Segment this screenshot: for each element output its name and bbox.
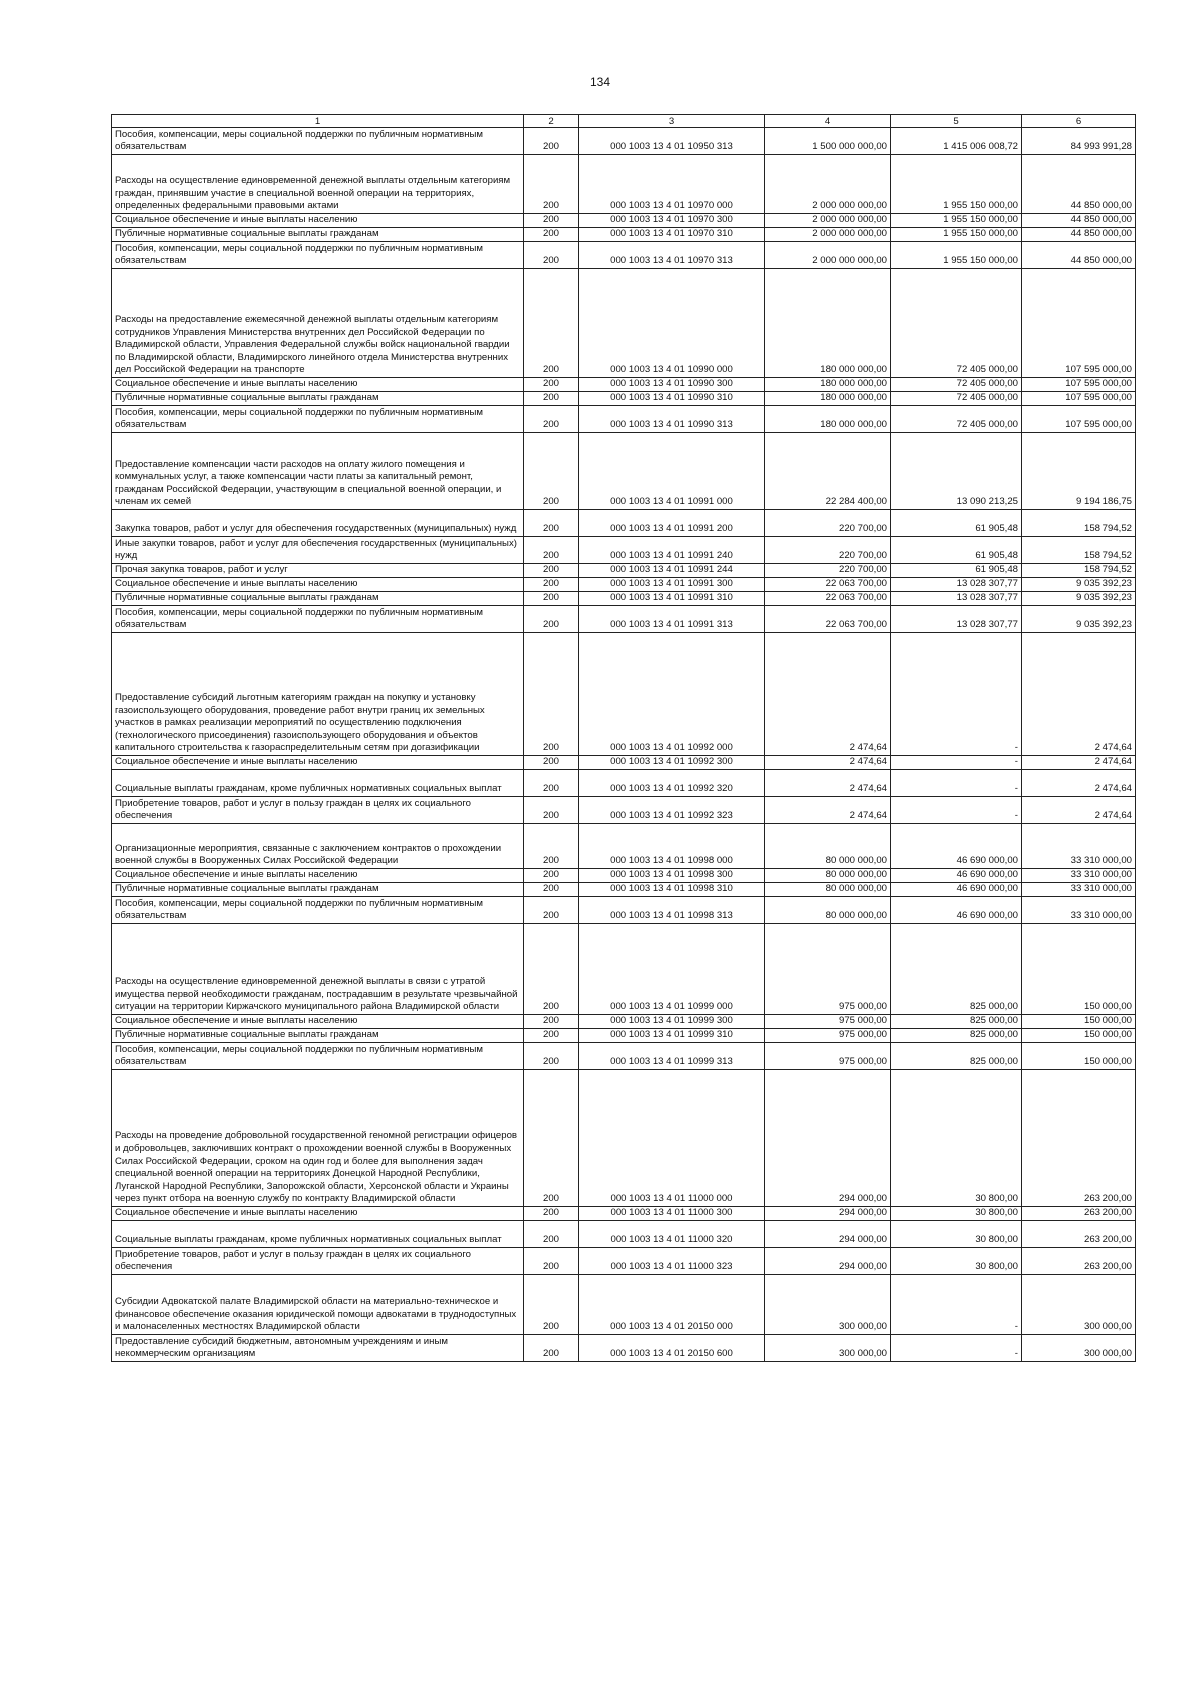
row-remaining-amount: 33 310 000,00 — [1022, 824, 1136, 869]
row-name: Социальные выплаты гражданам, кроме публичных нормативных социальных выплат — [112, 1221, 524, 1248]
table-row — [112, 1029, 1136, 1043]
table-row — [112, 128, 1136, 155]
row-name: Социальное обеспечение и иные выплаты населению — [112, 214, 524, 228]
row-remaining-amount: 263 200,00 — [1022, 1207, 1136, 1221]
row-planned-amount: 180 000 000,00 — [765, 378, 891, 392]
row-admin-code: 200 — [524, 1043, 579, 1070]
row-planned-amount: 300 000,00 — [765, 1275, 891, 1335]
row-name: Публичные нормативные социальные выплаты гражданам — [112, 392, 524, 406]
row-remaining-amount: 33 310 000,00 — [1022, 883, 1136, 897]
row-admin-code: 200 — [524, 1275, 579, 1335]
table-row — [112, 633, 1136, 756]
row-budget-code: 000 1003 13 4 01 10992 323 — [579, 797, 765, 824]
row-admin-code: 200 — [524, 592, 579, 606]
row-budget-code: 000 1003 13 4 01 10970 310 — [579, 228, 765, 242]
row-budget-code: 000 1003 13 4 01 11000 323 — [579, 1248, 765, 1275]
row-name: Публичные нормативные социальные выплаты гражданам — [112, 883, 524, 897]
row-planned-amount: 975 000,00 — [765, 1015, 891, 1029]
row-executed-amount: 1 955 150 000,00 — [891, 214, 1022, 228]
row-admin-code: 200 — [524, 406, 579, 433]
row-planned-amount: 975 000,00 — [765, 1043, 891, 1070]
row-name: Пособия, компенсации, меры социальной поддержки по публичным нормативным обязательствам — [112, 128, 524, 155]
column-header: 1 — [112, 115, 524, 128]
row-executed-amount: 46 690 000,00 — [891, 897, 1022, 924]
row-remaining-amount: 44 850 000,00 — [1022, 214, 1136, 228]
row-budget-code: 000 1003 13 4 01 10991 313 — [579, 606, 765, 633]
table-row — [112, 824, 1136, 869]
row-name: Социальное обеспечение и иные выплаты населению — [112, 578, 524, 592]
row-admin-code: 200 — [524, 433, 579, 510]
row-executed-amount: 30 800,00 — [891, 1207, 1022, 1221]
row-name: Предоставление субсидий бюджетным, автономным учреждениям и иным некоммерческим организациям — [112, 1335, 524, 1362]
table-row — [112, 770, 1136, 797]
row-admin-code: 200 — [524, 606, 579, 633]
row-remaining-amount: 263 200,00 — [1022, 1221, 1136, 1248]
row-admin-code: 200 — [524, 1070, 579, 1207]
row-name: Социальное обеспечение и иные выплаты населению — [112, 869, 524, 883]
row-budget-code: 000 1003 13 4 01 10991 000 — [579, 433, 765, 510]
row-admin-code: 200 — [524, 578, 579, 592]
row-admin-code: 200 — [524, 1207, 579, 1221]
row-admin-code: 200 — [524, 924, 579, 1015]
row-budget-code: 000 1003 13 4 01 20150 600 — [579, 1335, 765, 1362]
row-remaining-amount: 33 310 000,00 — [1022, 897, 1136, 924]
row-executed-amount: 825 000,00 — [891, 1015, 1022, 1029]
table-row — [112, 1335, 1136, 1362]
row-remaining-amount: 84 993 991,28 — [1022, 128, 1136, 155]
row-name: Предоставление субсидий льготным категориям граждан на покупку и установку газоиспользующего оборудования, проведение работ внутри границ их земельных участков в рамках реализации мероприятий по осуществлению подключения (технологического присоединения) газоиспользующего оборудования и объектов капитального строительства к газораспределительным сетям при догазификации — [112, 633, 524, 756]
table-row — [112, 155, 1136, 214]
table-row — [112, 378, 1136, 392]
row-remaining-amount: 44 850 000,00 — [1022, 242, 1136, 269]
row-remaining-amount: 9 194 186,75 — [1022, 433, 1136, 510]
table-row — [112, 1070, 1136, 1207]
row-name: Пособия, компенсации, меры социальной поддержки по публичным нормативным обязательствам — [112, 606, 524, 633]
table-row — [112, 797, 1136, 824]
row-planned-amount: 180 000 000,00 — [765, 406, 891, 433]
row-executed-amount: 825 000,00 — [891, 924, 1022, 1015]
table-row — [112, 1221, 1136, 1248]
table-row — [112, 1043, 1136, 1070]
row-remaining-amount: 2 474,64 — [1022, 633, 1136, 756]
row-planned-amount: 975 000,00 — [765, 924, 891, 1015]
row-name: Расходы на проведение добровольной государственной геномной регистрации офицеров и добровольцев, заключивших контракт о прохождении военной службы в Вооруженных Силах Российской Федерации, сроком на один год и более для выполнения задач специальной военной операции на территориях Донецкой Народной Республики, Луганской Народной Республики, Запорожской области, Херсонской области и Украины через пункт отбора на военную службу по контракту Владимирской области — [112, 1070, 524, 1207]
row-budget-code: 000 1003 13 4 01 10970 313 — [579, 242, 765, 269]
row-name: Приобретение товаров, работ и услуг в пользу граждан в целях их социального обеспечения — [112, 1248, 524, 1275]
table-row — [112, 924, 1136, 1015]
row-executed-amount: 13 090 213,25 — [891, 433, 1022, 510]
row-planned-amount: 22 063 700,00 — [765, 606, 891, 633]
row-remaining-amount: 158 794,52 — [1022, 564, 1136, 578]
row-remaining-amount: 9 035 392,23 — [1022, 592, 1136, 606]
row-planned-amount: 80 000 000,00 — [765, 883, 891, 897]
row-remaining-amount: 263 200,00 — [1022, 1248, 1136, 1275]
row-budget-code: 000 1003 13 4 01 10998 313 — [579, 897, 765, 924]
row-name: Приобретение товаров, работ и услуг в пользу граждан в целях их социального обеспечения — [112, 797, 524, 824]
row-executed-amount: 1 955 150 000,00 — [891, 242, 1022, 269]
row-admin-code: 200 — [524, 128, 579, 155]
row-planned-amount: 22 063 700,00 — [765, 578, 891, 592]
row-admin-code: 200 — [524, 228, 579, 242]
row-admin-code: 200 — [524, 242, 579, 269]
row-admin-code: 200 — [524, 633, 579, 756]
row-admin-code: 200 — [524, 155, 579, 214]
table-row — [112, 883, 1136, 897]
row-planned-amount: 220 700,00 — [765, 510, 891, 537]
table-row — [112, 897, 1136, 924]
row-planned-amount: 2 474,64 — [765, 756, 891, 770]
row-executed-amount: 46 690 000,00 — [891, 883, 1022, 897]
row-admin-code: 200 — [524, 770, 579, 797]
row-executed-amount: 30 800,00 — [891, 1221, 1022, 1248]
row-planned-amount: 220 700,00 — [765, 537, 891, 564]
table-row — [112, 269, 1136, 378]
row-planned-amount: 294 000,00 — [765, 1070, 891, 1207]
row-budget-code: 000 1003 13 4 01 10998 300 — [579, 869, 765, 883]
row-admin-code: 200 — [524, 1335, 579, 1362]
table-row — [112, 578, 1136, 592]
row-name: Расходы на осуществление единовременной денежной выплаты в связи с утратой имущества первой необходимости гражданам, пострадавшим в результате чрезвычайной ситуации на территории Киржачского муниципального района Владимирской области — [112, 924, 524, 1015]
row-remaining-amount: 107 595 000,00 — [1022, 269, 1136, 378]
row-admin-code: 200 — [524, 269, 579, 378]
row-budget-code: 000 1003 13 4 01 10991 240 — [579, 537, 765, 564]
row-admin-code: 200 — [524, 564, 579, 578]
row-admin-code: 200 — [524, 1248, 579, 1275]
row-name: Расходы на предоставление ежемесячной денежной выплаты отдельным категориям сотрудников Управления Министерства внутренних дел Российской Федерации по Владимирской области, Управления Федеральной службы войск национальной гвардии по Владимирской области, Владимирского линейного отдела Министерства внутренних дел Российской Федерации на транспорте — [112, 269, 524, 378]
row-budget-code: 000 1003 13 4 01 10998 000 — [579, 824, 765, 869]
row-remaining-amount: 2 474,64 — [1022, 756, 1136, 770]
row-budget-code: 000 1003 13 4 01 10991 300 — [579, 578, 765, 592]
row-executed-amount: 61 905,48 — [891, 510, 1022, 537]
table-row — [112, 510, 1136, 537]
table-row — [112, 406, 1136, 433]
row-budget-code: 000 1003 13 4 01 10990 310 — [579, 392, 765, 406]
row-budget-code: 000 1003 13 4 01 10950 313 — [579, 128, 765, 155]
column-header: 5 — [891, 115, 1022, 128]
row-admin-code: 200 — [524, 1015, 579, 1029]
row-planned-amount: 80 000 000,00 — [765, 869, 891, 883]
table-row — [112, 537, 1136, 564]
column-header: 2 — [524, 115, 579, 128]
row-executed-amount: 61 905,48 — [891, 537, 1022, 564]
row-budget-code: 000 1003 13 4 01 10970 300 — [579, 214, 765, 228]
table-row — [112, 564, 1136, 578]
row-executed-amount: 825 000,00 — [891, 1043, 1022, 1070]
table-body — [112, 128, 1136, 1362]
row-executed-amount: 46 690 000,00 — [891, 869, 1022, 883]
column-header: 3 — [579, 115, 765, 128]
row-executed-amount: 825 000,00 — [891, 1029, 1022, 1043]
row-executed-amount: - — [891, 1275, 1022, 1335]
row-executed-amount: 30 800,00 — [891, 1248, 1022, 1275]
row-remaining-amount: 107 595 000,00 — [1022, 406, 1136, 433]
row-budget-code: 000 1003 13 4 01 11000 320 — [579, 1221, 765, 1248]
row-executed-amount: 72 405 000,00 — [891, 406, 1022, 433]
row-admin-code: 200 — [524, 756, 579, 770]
row-planned-amount: 2 474,64 — [765, 797, 891, 824]
row-admin-code: 200 — [524, 214, 579, 228]
row-admin-code: 200 — [524, 1221, 579, 1248]
row-budget-code: 000 1003 13 4 01 10990 313 — [579, 406, 765, 433]
row-admin-code: 200 — [524, 378, 579, 392]
row-name: Субсидии Адвокатской палате Владимирской области на материально-техническое и финансовое обеспечение оказания юридической помощи адвокатами в труднодоступных и малонаселенных местностях Владимирской области — [112, 1275, 524, 1335]
row-planned-amount: 22 284 400,00 — [765, 433, 891, 510]
row-budget-code: 000 1003 13 4 01 20150 000 — [579, 1275, 765, 1335]
row-name: Социальное обеспечение и иные выплаты населению — [112, 756, 524, 770]
table-row — [112, 214, 1136, 228]
row-planned-amount: 220 700,00 — [765, 564, 891, 578]
row-name: Иные закупки товаров, работ и услуг для обеспечения государственных (муниципальных) нужд — [112, 537, 524, 564]
row-name: Социальное обеспечение и иные выплаты населению — [112, 1207, 524, 1221]
table-row — [112, 392, 1136, 406]
row-planned-amount: 22 063 700,00 — [765, 592, 891, 606]
row-name: Организационные мероприятия, связанные с заключением контрактов о прохождении военной службы в Вооруженных Силах Российской Федерации — [112, 824, 524, 869]
budget-table — [111, 114, 1136, 1362]
row-executed-amount: 1 415 006 008,72 — [891, 128, 1022, 155]
table-row — [112, 433, 1136, 510]
row-budget-code: 000 1003 13 4 01 10991 244 — [579, 564, 765, 578]
row-name: Расходы на осуществление единовременной денежной выплаты отдельным категориям граждан, принявшим участие в специальной военной операции на территориях, определенных федеральными правовыми актами — [112, 155, 524, 214]
row-budget-code: 000 1003 13 4 01 10998 310 — [579, 883, 765, 897]
row-name: Социальное обеспечение и иные выплаты населению — [112, 1015, 524, 1029]
row-executed-amount: - — [891, 797, 1022, 824]
row-name: Пособия, компенсации, меры социальной поддержки по публичным нормативным обязательствам — [112, 1043, 524, 1070]
row-executed-amount: 72 405 000,00 — [891, 392, 1022, 406]
row-budget-code: 000 1003 13 4 01 10990 300 — [579, 378, 765, 392]
table-row — [112, 1275, 1136, 1335]
row-remaining-amount: 44 850 000,00 — [1022, 228, 1136, 242]
row-planned-amount: 180 000 000,00 — [765, 392, 891, 406]
column-number-row — [112, 115, 1136, 128]
row-admin-code: 200 — [524, 392, 579, 406]
table-row — [112, 756, 1136, 770]
row-admin-code: 200 — [524, 537, 579, 564]
row-budget-code: 000 1003 13 4 01 11000 300 — [579, 1207, 765, 1221]
row-executed-amount: 1 955 150 000,00 — [891, 228, 1022, 242]
row-remaining-amount: 2 474,64 — [1022, 770, 1136, 797]
table-row — [112, 1248, 1136, 1275]
row-executed-amount: - — [891, 770, 1022, 797]
row-remaining-amount: 300 000,00 — [1022, 1335, 1136, 1362]
row-remaining-amount: 150 000,00 — [1022, 924, 1136, 1015]
column-header: 4 — [765, 115, 891, 128]
row-planned-amount: 2 000 000 000,00 — [765, 155, 891, 214]
row-name: Предоставление компенсации части расходов на оплату жилого помещения и коммунальных услуг, а также компенсации части платы за капитальный ремонт, гражданам Российской Федерации, участвующим в специальной военной операции, и членам их семей — [112, 433, 524, 510]
row-executed-amount: 72 405 000,00 — [891, 378, 1022, 392]
row-budget-code: 000 1003 13 4 01 10992 300 — [579, 756, 765, 770]
row-planned-amount: 2 000 000 000,00 — [765, 242, 891, 269]
table-row — [112, 1015, 1136, 1029]
table-row — [112, 592, 1136, 606]
row-admin-code: 200 — [524, 897, 579, 924]
row-name: Публичные нормативные социальные выплаты гражданам — [112, 228, 524, 242]
table-row — [112, 606, 1136, 633]
row-budget-code: 000 1003 13 4 01 10992 000 — [579, 633, 765, 756]
row-executed-amount: 61 905,48 — [891, 564, 1022, 578]
row-name: Публичные нормативные социальные выплаты гражданам — [112, 1029, 524, 1043]
row-planned-amount: 300 000,00 — [765, 1335, 891, 1362]
row-planned-amount: 2 000 000 000,00 — [765, 214, 891, 228]
row-budget-code: 000 1003 13 4 01 10992 320 — [579, 770, 765, 797]
row-planned-amount: 1 500 000 000,00 — [765, 128, 891, 155]
row-planned-amount: 294 000,00 — [765, 1248, 891, 1275]
row-executed-amount: 72 405 000,00 — [891, 269, 1022, 378]
row-budget-code: 000 1003 13 4 01 10991 200 — [579, 510, 765, 537]
row-budget-code: 000 1003 13 4 01 10999 310 — [579, 1029, 765, 1043]
row-executed-amount: - — [891, 756, 1022, 770]
row-name: Закупка товаров, работ и услуг для обеспечения государственных (муниципальных) нужд — [112, 510, 524, 537]
row-remaining-amount: 33 310 000,00 — [1022, 869, 1136, 883]
table-row — [112, 1207, 1136, 1221]
row-admin-code: 200 — [524, 883, 579, 897]
row-remaining-amount: 107 595 000,00 — [1022, 392, 1136, 406]
row-planned-amount: 2 474,64 — [765, 633, 891, 756]
row-executed-amount: - — [891, 1335, 1022, 1362]
row-remaining-amount: 2 474,64 — [1022, 797, 1136, 824]
row-executed-amount: 13 028 307,77 — [891, 592, 1022, 606]
row-budget-code: 000 1003 13 4 01 10990 000 — [579, 269, 765, 378]
column-header: 6 — [1022, 115, 1136, 128]
table-row — [112, 242, 1136, 269]
row-admin-code: 200 — [524, 824, 579, 869]
row-planned-amount: 975 000,00 — [765, 1029, 891, 1043]
row-executed-amount: - — [891, 633, 1022, 756]
row-remaining-amount: 150 000,00 — [1022, 1015, 1136, 1029]
row-remaining-amount: 107 595 000,00 — [1022, 378, 1136, 392]
row-name: Прочая закупка товаров, работ и услуг — [112, 564, 524, 578]
row-name: Социальные выплаты гражданам, кроме публичных нормативных социальных выплат — [112, 770, 524, 797]
row-admin-code: 200 — [524, 797, 579, 824]
table-row — [112, 869, 1136, 883]
row-remaining-amount: 9 035 392,23 — [1022, 606, 1136, 633]
row-admin-code: 200 — [524, 869, 579, 883]
row-planned-amount: 80 000 000,00 — [765, 824, 891, 869]
row-executed-amount: 30 800,00 — [891, 1070, 1022, 1207]
row-remaining-amount: 158 794,52 — [1022, 510, 1136, 537]
row-remaining-amount: 158 794,52 — [1022, 537, 1136, 564]
row-name: Пособия, компенсации, меры социальной поддержки по публичным нормативным обязательствам — [112, 897, 524, 924]
row-remaining-amount: 44 850 000,00 — [1022, 155, 1136, 214]
table-row — [112, 228, 1136, 242]
row-budget-code: 000 1003 13 4 01 10999 313 — [579, 1043, 765, 1070]
row-planned-amount: 2 000 000 000,00 — [765, 228, 891, 242]
row-planned-amount: 2 474,64 — [765, 770, 891, 797]
page-number: 134 — [589, 75, 611, 89]
row-name: Публичные нормативные социальные выплаты гражданам — [112, 592, 524, 606]
row-planned-amount: 180 000 000,00 — [765, 269, 891, 378]
row-name: Социальное обеспечение и иные выплаты населению — [112, 378, 524, 392]
row-remaining-amount: 150 000,00 — [1022, 1043, 1136, 1070]
row-budget-code: 000 1003 13 4 01 11000 000 — [579, 1070, 765, 1207]
row-executed-amount: 13 028 307,77 — [891, 578, 1022, 592]
row-budget-code: 000 1003 13 4 01 10999 000 — [579, 924, 765, 1015]
row-executed-amount: 13 028 307,77 — [891, 606, 1022, 633]
row-executed-amount: 1 955 150 000,00 — [891, 155, 1022, 214]
row-remaining-amount: 9 035 392,23 — [1022, 578, 1136, 592]
row-remaining-amount: 150 000,00 — [1022, 1029, 1136, 1043]
row-budget-code: 000 1003 13 4 01 10991 310 — [579, 592, 765, 606]
row-remaining-amount: 300 000,00 — [1022, 1275, 1136, 1335]
row-budget-code: 000 1003 13 4 01 10999 300 — [579, 1015, 765, 1029]
row-name: Пособия, компенсации, меры социальной поддержки по публичным нормативным обязательствам — [112, 406, 524, 433]
row-planned-amount: 294 000,00 — [765, 1207, 891, 1221]
row-planned-amount: 294 000,00 — [765, 1221, 891, 1248]
row-remaining-amount: 263 200,00 — [1022, 1070, 1136, 1207]
row-budget-code: 000 1003 13 4 01 10970 000 — [579, 155, 765, 214]
row-executed-amount: 46 690 000,00 — [891, 824, 1022, 869]
row-planned-amount: 80 000 000,00 — [765, 897, 891, 924]
row-admin-code: 200 — [524, 1029, 579, 1043]
row-admin-code: 200 — [524, 510, 579, 537]
row-name: Пособия, компенсации, меры социальной поддержки по публичным нормативным обязательствам — [112, 242, 524, 269]
